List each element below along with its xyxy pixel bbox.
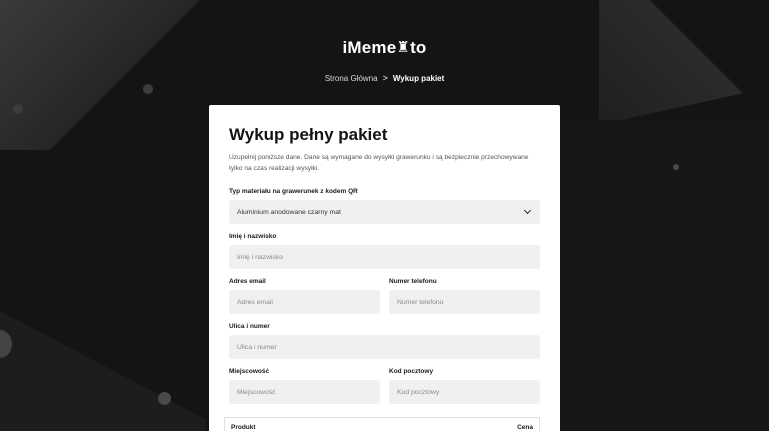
logo-text-suffix: to: [410, 38, 427, 57]
form-intro-text: Uzupełnij poniższe dane. Dane są wymagane do wysyłki grawerunku i są bezpiecznie przechowywane tylko na czas realizacji wysyłki.: [229, 154, 529, 172]
background-shape: [599, 0, 769, 125]
name-label: Imię i nazwisko: [229, 233, 277, 240]
logo-text: iMeme: [342, 38, 397, 57]
street-label: Ulica i numer: [229, 323, 270, 330]
postal-input[interactable]: Kod pocztowy: [389, 380, 540, 404]
postal-label: Kod pocztowy: [389, 368, 434, 375]
material-label: Typ materiału na grawerunek z kodem QR: [229, 188, 358, 195]
purchase-form-card: [209, 105, 560, 431]
column-product: Produkt: [231, 424, 256, 431]
material-select-value: Aluminium anodowane czarny mat: [237, 208, 341, 216]
site-logo[interactable]: [0, 38, 769, 58]
breadcrumb-current: Wykup pakiet: [392, 73, 445, 83]
page-title: Wykup pełny pakiet: [229, 125, 388, 144]
logo-tomb-icon: ♜: [396, 39, 411, 56]
city-input[interactable]: Miejscowość: [229, 380, 380, 404]
background-dot: [158, 392, 171, 405]
phone-input[interactable]: Numer telefonu: [389, 290, 540, 314]
background-dot: [143, 84, 153, 94]
street-input[interactable]: Ulica i numer: [229, 335, 540, 359]
city-label: Miejscowość: [229, 368, 270, 375]
background-dot: [673, 164, 679, 170]
background-shape: [0, 311, 205, 431]
email-input[interactable]: Adres email: [229, 290, 380, 314]
chevron-right-icon: >: [382, 73, 388, 83]
chevron-down-icon: [524, 207, 531, 214]
background-shape: [559, 120, 769, 431]
order-summary-header: [224, 417, 540, 431]
name-input[interactable]: Imię i nazwisko: [229, 245, 540, 269]
column-price: Cena: [517, 424, 533, 431]
breadcrumb-home-link[interactable]: Strona Główna: [324, 73, 378, 83]
material-select[interactable]: [229, 200, 540, 224]
phone-label: Numer telefonu: [389, 278, 437, 285]
breadcrumb: [0, 73, 769, 83]
email-label: Adres email: [229, 278, 266, 285]
background-dot: [13, 104, 23, 114]
background-dot: [0, 330, 12, 358]
